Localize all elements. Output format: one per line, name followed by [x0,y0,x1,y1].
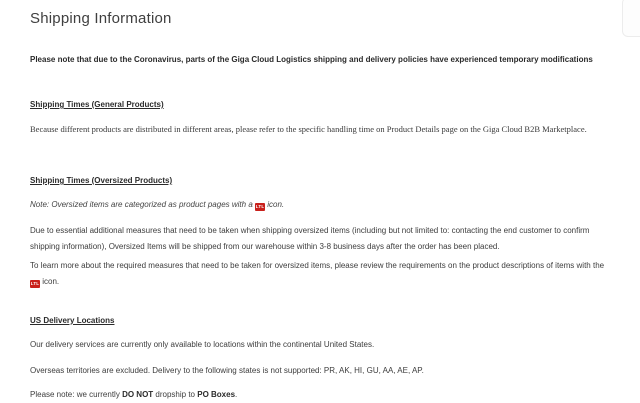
learn-more-prefix: To learn more about the required measures that need to be taken for oversized items, please review the requirements on the product descriptions of items with the [30,261,605,270]
oversized-learn-more-paragraph [30,258,612,289]
po-boxes-bold: PO Boxes [197,390,236,399]
dropship-prefix: Please note: we currently [30,390,120,399]
oversized-measures-paragraph: Due to essential additional measures that need to be taken when shipping oversized items (including but not limited to: contacting the end customer to confirm shipping information), Oversized Items will be shipped from our warehouse within 3-8 business days after the order has been placed. [30,226,590,251]
coronavirus-notice: Please note that due to the Coronavirus, parts of the Giga Cloud Logistics shipping and delivery policies have experienced temporary modifications [30,55,593,64]
shipping-information-page [0,9,640,400]
oversized-note-suffix: icon. [267,200,285,209]
learn-more-suffix: icon. [42,276,60,286]
overseas-exclusion-paragraph: Overseas territories are excluded. Delivery to the following states is not supported: PR, AK, HI, GU, AA, AE, AP. [30,366,424,375]
oversized-note-prefix: Note: Oversized items are categorized as product pages with a [30,200,253,209]
page-title: Shipping Information [30,10,172,27]
heading-shipping-times-general: Shipping Times (General Products) [30,100,164,109]
heading-us-delivery-locations: US Delivery Locations [30,316,115,325]
oversized-note [30,199,612,211]
heading-shipping-times-oversized: Shipping Times (Oversized Products) [30,176,173,185]
do-not-bold: DO NOT [122,390,154,399]
ltl-icon: LTL [255,204,265,209]
dropship-suffix: . [235,390,238,399]
dropship-note-paragraph [30,389,612,400]
general-products-body: Because different products are distributed in different areas, please refer to the specific handling time on Product Details page on the Giga Cloud B2B Marketplace. [30,124,587,134]
delivery-availability-paragraph: Our delivery services are currently only available to locations within the continental United States. [30,340,375,349]
ltl-icon: LTL [30,280,40,286]
dropship-mid: dropship to [155,390,195,399]
